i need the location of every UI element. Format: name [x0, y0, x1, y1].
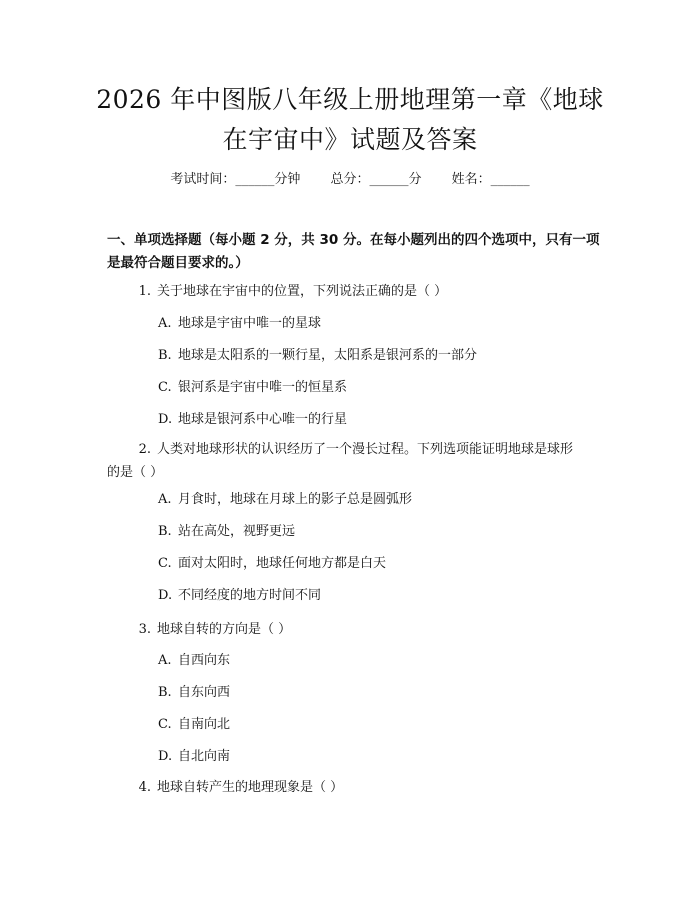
question-3-option-c [158, 715, 230, 735]
exam-meta [0, 168, 700, 187]
option-label: B. [158, 524, 172, 539]
question-number: 2. [138, 442, 151, 457]
question-2-option-a [158, 490, 412, 510]
option-text: 地球是银河系中心唯一的行星 [178, 412, 348, 427]
question-3-option-a [158, 651, 230, 671]
exam-time: 考试时间：______分钟 [170, 172, 301, 187]
option-text: 地球是宇宙中唯一的星球 [178, 316, 322, 331]
question-1 [107, 280, 607, 303]
question-3-option-b [158, 683, 230, 703]
section-heading [107, 229, 607, 275]
option-label: A. [158, 316, 172, 331]
question-3 [107, 618, 607, 641]
option-label: B. [158, 348, 172, 363]
option-text: 地球是太阳系的一颗行星，太阳系是银河系的一部分 [178, 348, 478, 363]
option-text: 自西向东 [178, 653, 231, 668]
question-4 [107, 776, 607, 799]
option-label: A. [158, 492, 172, 507]
title-line-1: 2026 年中图版八年级上册地理第一章《地球 [96, 85, 604, 114]
option-label: C. [158, 717, 172, 732]
option-text: 自南向北 [178, 717, 231, 732]
option-text: 月食时，地球在月球上的影子总是圆弧形 [178, 492, 413, 507]
question-text: 关于地球在宇宙中的位置，下列说法正确的是（ ） [157, 284, 448, 299]
title-line-2: 在宇宙中》试题及答案 [222, 125, 478, 154]
question-2-option-b [158, 522, 295, 542]
option-label: C. [158, 380, 172, 395]
question-3-option-d [158, 747, 230, 767]
question-number: 3. [138, 622, 151, 637]
question-number: 1. [138, 284, 151, 299]
option-text: 自东向西 [178, 685, 231, 700]
option-text: 银河系是宇宙中唯一的恒星系 [178, 380, 348, 395]
question-2-option-c [158, 554, 386, 574]
student-name-field: 姓名：______ [451, 172, 530, 187]
question-text-line-2: 的是（ ） [107, 465, 164, 480]
option-label: B. [158, 685, 172, 700]
section-heading-line-2: 是最符合题目要求的。） [107, 255, 249, 271]
option-label: C. [158, 556, 172, 571]
question-text: 地球自转的方向是（ ） [157, 622, 292, 637]
question-1-option-c [158, 378, 347, 398]
exam-title [60, 80, 640, 160]
option-label: A. [158, 653, 172, 668]
option-text: 站在高处，视野更远 [178, 524, 296, 539]
question-number: 4. [138, 780, 151, 795]
question-1-option-a [158, 314, 321, 334]
option-text: 不同经度的地方时间不同 [178, 588, 322, 603]
option-label: D. [158, 749, 173, 764]
option-label: D. [158, 412, 173, 427]
option-text: 面对太阳时，地球任何地方都是白天 [178, 556, 387, 571]
option-label: D. [158, 588, 173, 603]
question-1-option-d [158, 410, 347, 430]
exam-total-score: 总分：______分 [330, 172, 422, 187]
option-text: 自北向南 [178, 749, 231, 764]
question-2-option-d [158, 586, 321, 606]
question-text-line-1: 人类对地球形状的认识经历了一个漫长过程。下列选项能证明地球是球形 [157, 442, 574, 457]
question-text: 地球自转产生的地理现象是（ ） [157, 780, 344, 795]
question-1-option-b [158, 346, 477, 366]
question-2 [107, 438, 607, 484]
section-heading-line-1: 一、单项选择题（每小题 2 分，共 30 分。在每小题列出的四个选项中，只有一项 [107, 232, 600, 248]
